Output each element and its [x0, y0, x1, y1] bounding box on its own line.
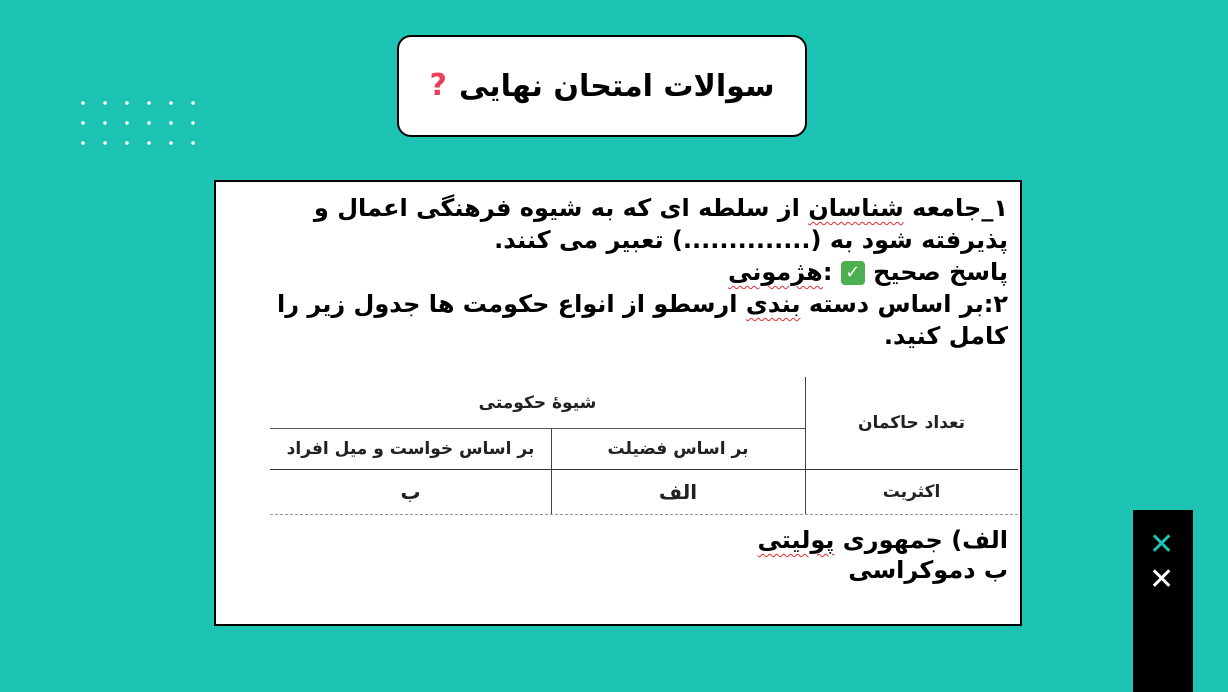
title-banner [397, 35, 807, 137]
answer-b: ب دموکراسی [848, 556, 1008, 584]
header-rulers: تعداد حاکمان [857, 413, 966, 433]
page-title: سوالات امتحان نهایی [458, 68, 775, 104]
government-types-table [270, 377, 1018, 517]
decorative-dot-grid [72, 93, 208, 157]
answer-value: هژمونی [728, 258, 823, 286]
white-x-icon: ✕ [1149, 562, 1175, 597]
decorative-side-strip [1133, 510, 1193, 692]
subheader-interest: بر اساس خواست و میل افراد [286, 438, 535, 459]
teal-x-icon: ✕ [1149, 527, 1175, 562]
cell-virtue: الف [658, 479, 698, 504]
answer-label: پاسخ صحیح [873, 258, 1008, 286]
header-method: شیوهٔ حکومتی [478, 392, 597, 413]
spellcheck-word: بندی [745, 290, 801, 318]
table-divider [270, 514, 1018, 515]
question-card [214, 180, 1022, 626]
question-1: ۱_جامعه شناسان از سلطه ای که به شیوه فرهنگی اعمال و پذیرفته شود به (..............) تعبیر می کنند. [313, 194, 1008, 254]
spellcheck-word: شناسان [808, 194, 904, 222]
green-check-icon: ✓ [841, 261, 865, 285]
row-label-majority: اکثریت [882, 481, 941, 502]
answer-1: پاسخ صحیح ✓ :هژمونی [728, 258, 1008, 286]
cell-interest: ب [400, 479, 421, 504]
answers-block [757, 525, 1008, 585]
red-question-mark-icon: ? [429, 68, 447, 103]
subheader-virtue: بر اساس فضیلت [607, 438, 749, 459]
answer-a: الف) جمهوری پولیتی [757, 526, 1008, 554]
question-2: ۲:بر اساس دسته بندی ارسطو از انواع حکومت ها جدول زیر را کامل کنید. [277, 290, 1008, 350]
spellcheck-word: پولیتی [757, 526, 835, 554]
questions-block [233, 192, 1008, 352]
